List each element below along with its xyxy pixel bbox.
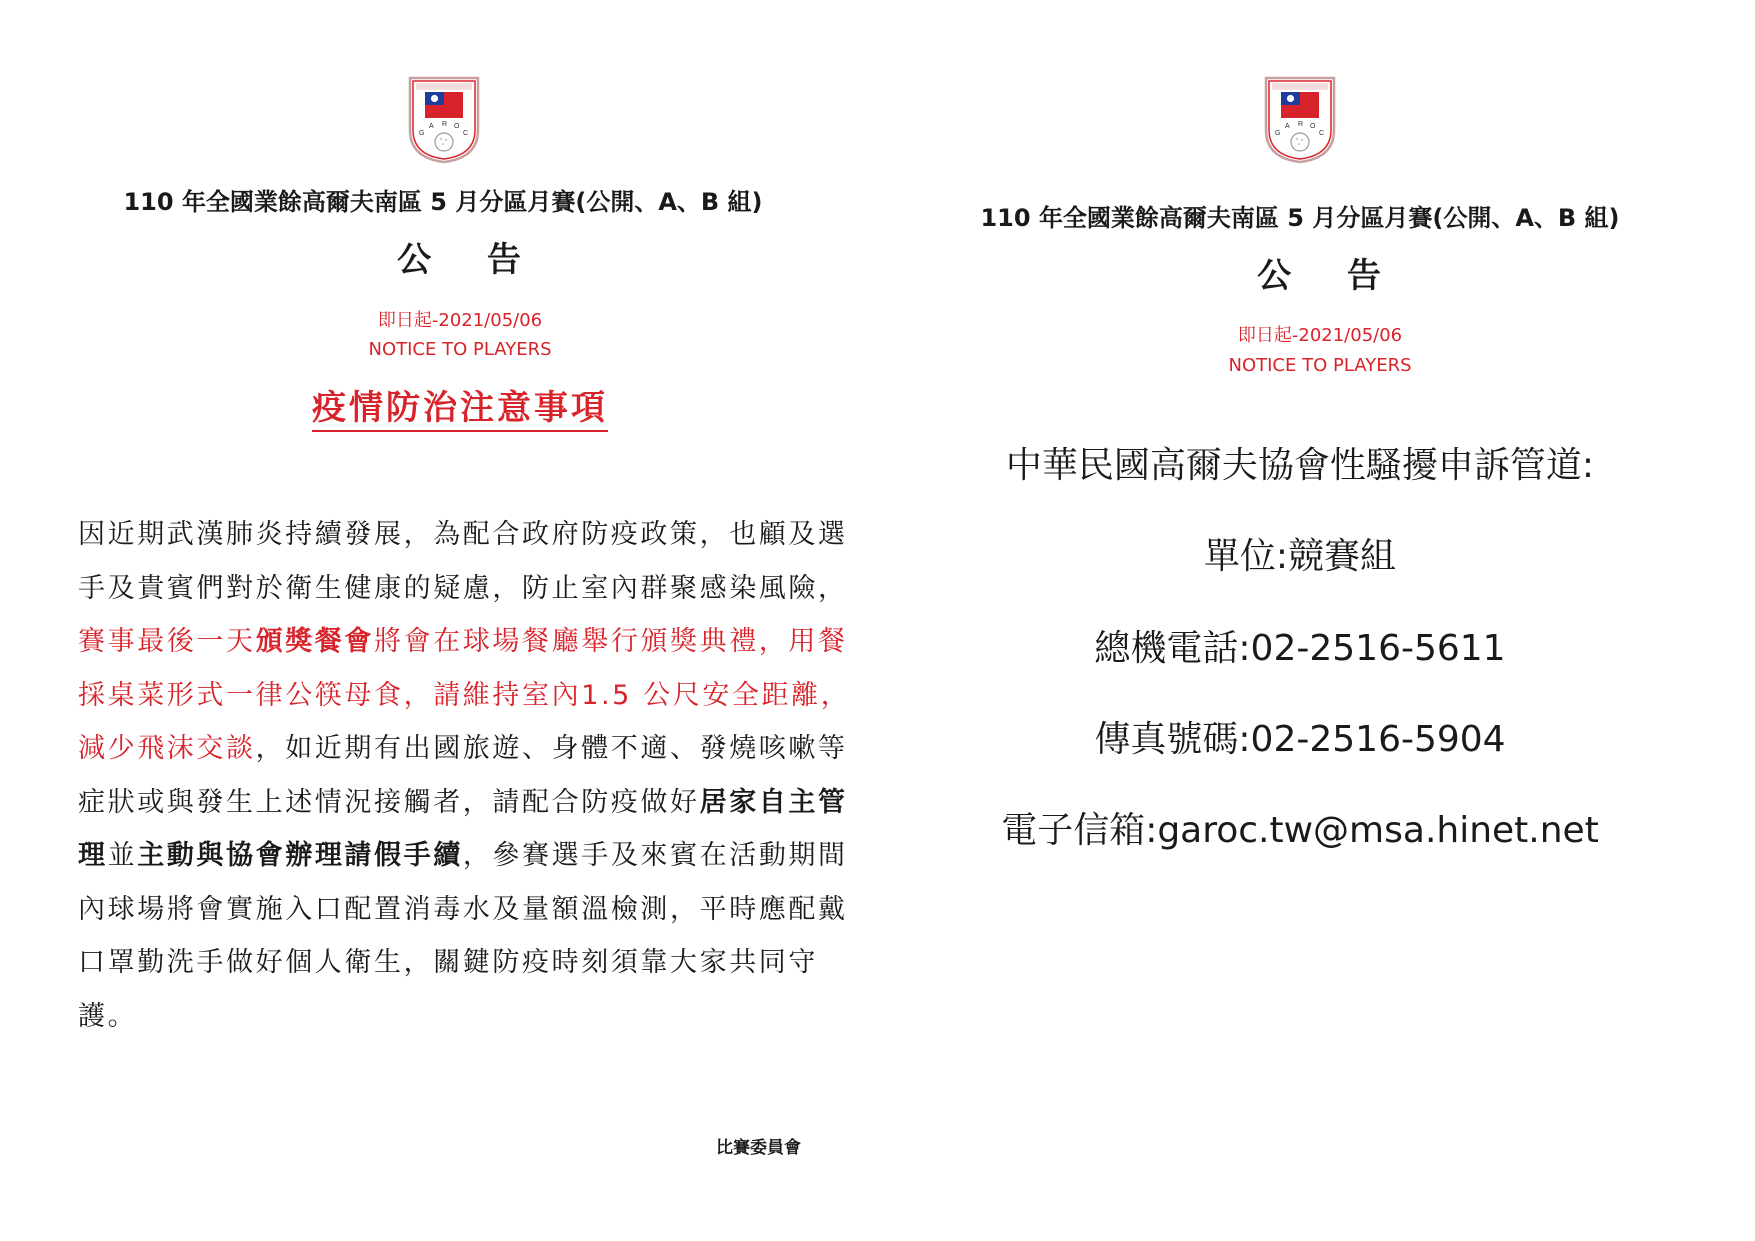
notice-to-players: NOTICE TO PLAYERS — [368, 339, 552, 360]
notice-title: 公 告 — [397, 240, 543, 280]
contact-phone: 總機電話:02-2516-5611 — [1094, 628, 1506, 669]
contact-email: 電子信箱:garoc.tw@msa.hinet.net — [1001, 810, 1599, 851]
event-title: 110 年全國業餘高爾夫南區 5 月分區月賽(公開、A、B 組) — [123, 188, 763, 216]
contact-unit: 單位:競賽組 — [1203, 536, 1397, 577]
notice-subject: 疫情防治注意事項 — [312, 388, 608, 432]
svg-text:O: O — [454, 123, 460, 130]
body-bold: 主動與協會辦理請假手續 — [137, 840, 463, 871]
body-text: 因近期武漢肺炎持續發展，為配合政府防疫政策，也顧及選手及貴賓們對於衛生健康的疑慮，防止室內群聚感染風險， — [78, 519, 848, 604]
svg-text:R: R — [442, 121, 448, 128]
notice-title: 公 告 — [1257, 256, 1403, 296]
svg-text:C: C — [1319, 130, 1325, 137]
svg-text:A: A — [429, 123, 434, 130]
body-highlight: 請維持室內1.5 公尺安全距離，減少飛沫交談 — [78, 679, 851, 764]
body-text: ，如近期有出國旅遊、身體不適、發燒咳嗽等症狀或與發生上述情況接觸者，請配合防疫做好 — [78, 733, 848, 818]
garoc-logo-right — [1262, 72, 1338, 164]
committee-signature: 比賽委員會 — [716, 1138, 801, 1158]
notice-to-players: NOTICE TO PLAYERS — [1228, 355, 1412, 376]
body-highlight: 賽事最後一天 — [78, 626, 256, 657]
effective-date: 即日起-2021/05/06 — [1237, 325, 1403, 346]
body-text: ，參賽選手及來賓在活動期間內球場將會實施入口配置消毒水及量額溫檢測，平時應配戴口罩勤洗手做好個人衛生，關鍵防疫時刻須靠大家共同守護。 — [78, 840, 848, 1032]
effective-date: 即日起-2021/05/06 — [377, 310, 543, 331]
event-title: 110 年全國業餘高爾夫南區 5 月分區月賽(公開、A、B 組) — [980, 204, 1620, 232]
notice-body — [78, 508, 868, 1043]
contact-fax: 傳真號碼:02-2516-5904 — [1094, 719, 1506, 760]
garoc-logo-icon — [1262, 72, 1338, 164]
body-text: 並 — [107, 840, 138, 871]
body-highlight: 將會在球場餐廳舉行頒獎典禮，用餐採桌菜形式一律公筷母食， — [78, 626, 848, 711]
svg-text:A: A — [1285, 123, 1290, 130]
svg-text:O: O — [1310, 123, 1316, 130]
contact-heading: 中華民國高爾夫協會性騷擾申訴管道: — [1005, 445, 1595, 486]
body-highlight-bold: 頒獎餐會 — [255, 626, 375, 657]
garoc-logo-icon — [406, 72, 482, 164]
svg-text:G: G — [1275, 130, 1281, 137]
svg-text:C: C — [463, 130, 469, 137]
svg-text:R: R — [1298, 121, 1304, 128]
svg-text:G: G — [419, 130, 425, 137]
garoc-logo-left — [406, 72, 482, 164]
body-bold: 居家自主管理 — [78, 786, 848, 871]
